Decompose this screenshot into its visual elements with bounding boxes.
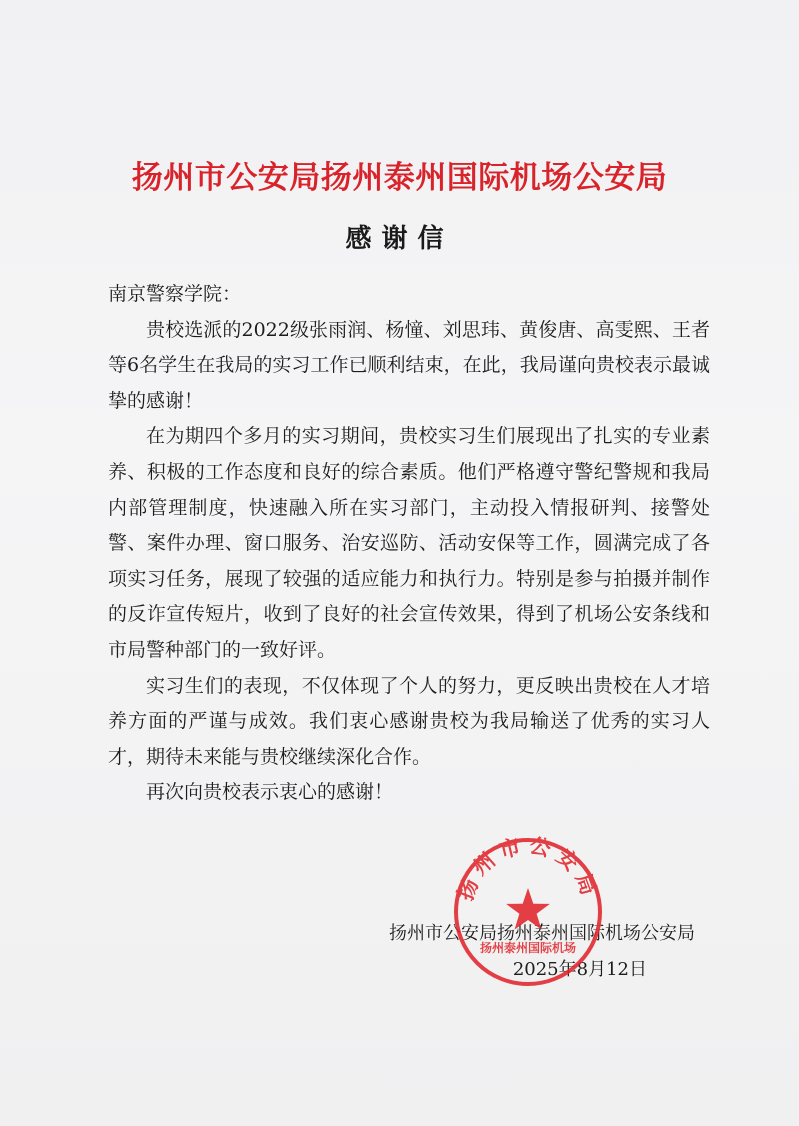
- seal-outer-text: 扬州市公安局: [453, 833, 603, 904]
- paragraph-2: 在为期四个多月的实习期间，贵校实习生们展现出了扎实的专业素养、积极的工作态度和良好的综合素质。他们严格遵守警纪警规和我局内部管理制度，快速融入所在实习部门，主动投入情报研判、接警处警、案件办理、窗口服务、治安巡防、活动安保等工作，圆满完成了各项实习任务，展现了较强的适应能力和执行力。特别是参与拍摄并制作的反诈宣传短片，收到了良好的社会宣传效果，得到了机场公安条线和市局警种部门的一致好评。: [108, 425, 710, 661]
- salutation: 南京警察学院：: [108, 283, 242, 305]
- paragraph-3: 实习生们的表现，不仅体现了个人的努力，更反映出贵校在人才培养方面的严谨与成效。我们衷心感谢贵校为我局输送了优秀的实习人才，期待未来能与贵校继续深化合作。: [108, 674, 710, 768]
- paragraph-4: 再次向贵校表示衷心的感谢！: [146, 781, 394, 804]
- official-seal-stamp: [448, 832, 608, 992]
- letter-body: [108, 277, 710, 811]
- letterhead-title: 扬州市公安局扬州泰州国际机场公安局: [131, 160, 668, 196]
- star-icon: [506, 888, 550, 930]
- seal-inner-text: 扬州泰州国际机场: [479, 941, 577, 955]
- paragraph-1: 贵校选派的2022级张雨润、杨憧、刘思玮、黄俊唐、高雯熙、王者等6名学生在我局的实习工作已顺利结束，在此，我局谨向贵校表示最诚挚的感谢！: [108, 318, 710, 412]
- signature-organization: 扬州市公安局扬州泰州国际机场公安局: [389, 923, 695, 944]
- document-title: 感谢信: [345, 224, 454, 254]
- signature-date: 2025年8月12日: [512, 959, 647, 980]
